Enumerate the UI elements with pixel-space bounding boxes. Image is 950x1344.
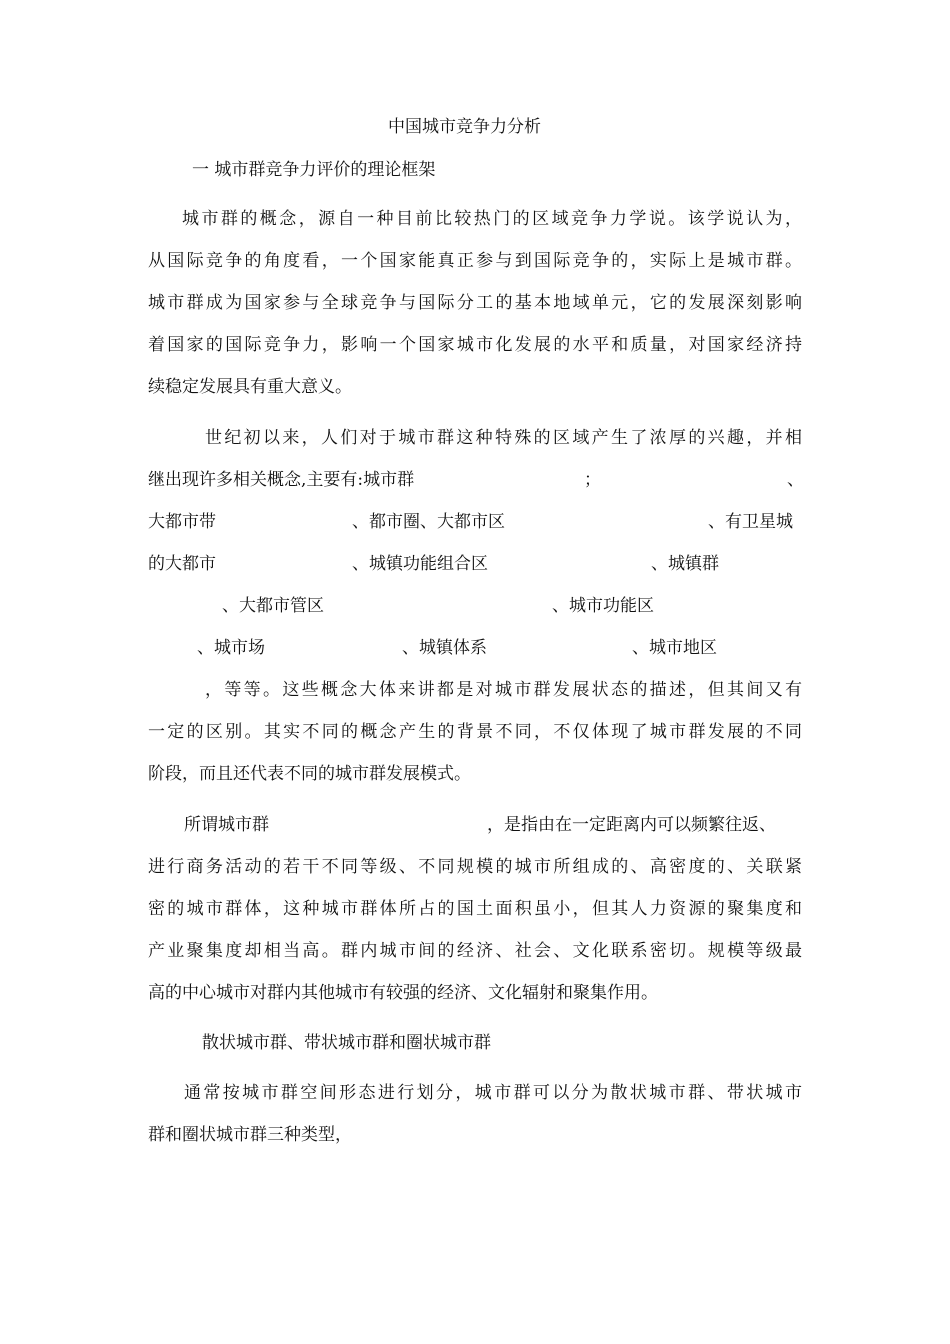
subheading: 散状城市群、带状城市群和圈状城市群 — [202, 1033, 491, 1053]
paragraph-3-line: 产业聚集度却相当高。群内城市间的经济、社会、文化联系密切。规模等级最 — [148, 941, 802, 961]
document-title: 中国城市竞争力分析 — [388, 117, 541, 137]
paragraph-2-line: 世纪初以来，人们对于城市群这种特殊的区域产生了浓厚的兴趣，并相 — [205, 428, 802, 448]
paragraph-2-text: 、 — [787, 470, 804, 490]
paragraph-2-text: 大都市带 — [148, 512, 216, 532]
paragraph-3-line: 进行商务活动的若干不同等级、不同规模的城市所组成的、高密度的、关联紧 — [148, 857, 802, 877]
paragraph-2-text: 、有卫星城 — [708, 512, 793, 532]
paragraph-1-line: 城市群的概念，源自一种目前比较热门的区域竞争力学说。该学说认为， — [182, 209, 802, 229]
section-heading: 一 城市群竞争力评价的理论框架 — [192, 160, 436, 180]
paragraph-2-text: 、都市圈、大都市区 — [352, 512, 505, 532]
paragraph-2-text: 继出现许多相关概念,主要有:城市群 — [148, 470, 415, 490]
paragraph-2-line: 阶段，而且还代表不同的城市群发展模式。 — [148, 764, 471, 784]
paragraph-2-text: 、城镇群 — [651, 554, 719, 574]
paragraph-3-text: 所谓城市群 — [184, 815, 269, 835]
paragraph-1-line: 着国家的国际竞争力，影响一个国家城市化发展的水平和质量，对国家经济持 — [148, 335, 802, 355]
paragraph-2-line: ，等等。这些概念大体来讲都是对城市群发展状态的描述，但其间又有 — [205, 680, 802, 700]
paragraph-3-line: 密的城市群体，这种城市群体所占的国土面积虽小，但其人力资源的聚集度和 — [148, 899, 802, 919]
paragraph-4-line: 群和圈状城市群三种类型， — [148, 1125, 352, 1145]
paragraph-1-line: 城市群成为国家参与全球竞争与国际分工的基本地域单元，它的发展深刻影响 — [148, 293, 802, 313]
paragraph-1-line: 从国际竞争的角度看，一个国家能真正参与到国际竞争的，实际上是城市群。 — [148, 251, 802, 271]
paragraph-1-line: 续稳定发展具有重大意义。 — [148, 377, 352, 397]
paragraph-2-text: 、大都市管区 — [222, 596, 324, 616]
paragraph-2-text: ； — [584, 470, 601, 490]
paragraph-2-text: 的大都市 — [148, 554, 216, 574]
paragraph-2-text: 、城市场 — [197, 638, 265, 658]
paragraph-3-line: 高的中心城市对群内其他城市有较强的经济、文化辐射和聚集作用。 — [148, 983, 658, 1003]
paragraph-2-text: 、城市地区 — [632, 638, 717, 658]
paragraph-2-text: 、城市功能区 — [552, 596, 654, 616]
paragraph-2-line: 一定的区别。其实不同的概念产生的背景不同，不仅体现了城市群发展的不同 — [148, 722, 802, 742]
paragraph-3-text: ，是指由在一定距离内可以频繁往返、 — [487, 815, 776, 835]
paragraph-4-line: 通常按城市群空间形态进行划分，城市群可以分为散状城市群、带状城市 — [184, 1083, 802, 1103]
paragraph-2-text: 、城镇功能组合区 — [352, 554, 488, 574]
paragraph-2-text: 、城镇体系 — [402, 638, 487, 658]
